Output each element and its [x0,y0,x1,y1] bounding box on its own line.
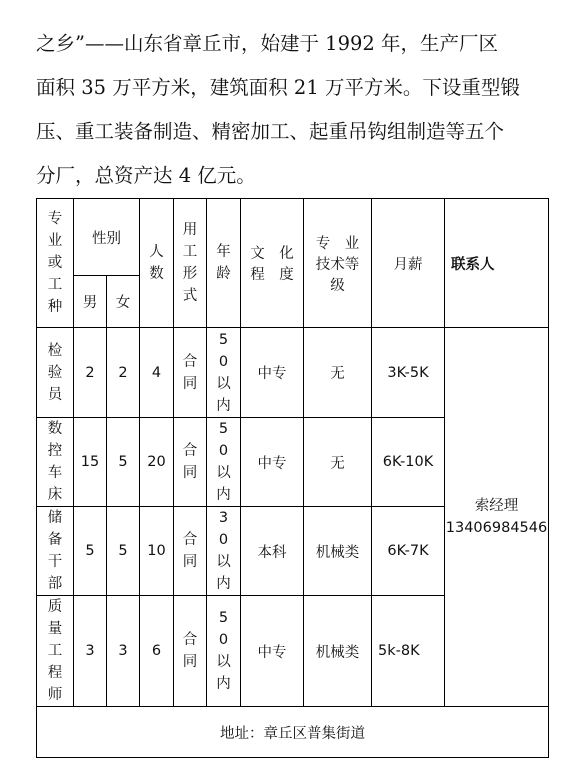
intro-line: 压、重工装备制造、精密加工、起重吊钩组制造等五个 [36,120,505,143]
header-education-line2: 程 度 [250,267,294,283]
cell-age: 50以内 [207,418,241,507]
header-contact: 联系人 [445,199,549,328]
header-education-line1: 文 化 [250,246,294,262]
cell-major: 数控车床 [37,418,74,507]
cell-age: 50以内 [207,328,241,418]
cell-male: 3 [74,596,107,707]
cell-female: 2 [107,328,140,418]
cell-employment: 合同 [174,507,207,596]
cell-count: 10 [140,507,174,596]
header-count: 人数 [140,199,174,328]
header-tech-level [304,199,372,328]
contact-name: 索经理 [474,498,519,514]
header-education [241,199,304,328]
contact-cell [445,328,549,707]
cell-male: 15 [74,418,107,507]
cell-employment: 合同 [174,418,207,507]
cell-employment: 合同 [174,328,207,418]
cell-tech: 无 [304,418,372,507]
intro-line: 面积 35 万平方米，建筑面积 21 万平方米。下设重型锻 [36,76,520,99]
header-major: 专业或工种 [37,199,74,328]
table-row [37,328,549,418]
cell-salary: 5k-8K [372,596,445,707]
cell-tech: 机械类 [304,507,372,596]
header-salary: 月薪 [372,199,445,328]
cell-major: 储备干部 [37,507,74,596]
header-age: 年龄 [207,199,241,328]
cell-employment: 合同 [174,596,207,707]
header-employment: 用工形式 [174,199,207,328]
cell-major: 检验员 [37,328,74,418]
cell-male: 2 [74,328,107,418]
header-gender: 性别 [74,199,140,276]
cell-major: 质量工程师 [37,596,74,707]
intro-line: 之乡”——山东省章丘市，始建于 1992 年，生产厂区 [36,32,498,55]
cell-female: 5 [107,418,140,507]
cell-age: 50以内 [207,596,241,707]
cell-salary: 6K-10K [372,418,445,507]
cell-salary: 3K-5K [372,328,445,418]
cell-tech: 无 [304,328,372,418]
cell-salary: 6K-7K [372,507,445,596]
cell-age: 30以内 [207,507,241,596]
intro-paragraph [36,22,556,198]
cell-male: 5 [74,507,107,596]
address-cell: 地址：章丘区普集街道 [37,707,549,758]
header-male: 男 [74,276,107,328]
header-tech-line3: 级 [330,277,345,294]
header-tech-line2: 技术等 [315,256,360,273]
cell-tech: 机械类 [304,596,372,707]
cell-education: 中专 [241,596,304,707]
intro-line: 分厂，总资产达 4 亿元。 [36,164,256,187]
cell-education: 中专 [241,328,304,418]
cell-female: 5 [107,507,140,596]
recruitment-table [36,198,549,758]
cell-count: 20 [140,418,174,507]
header-female: 女 [107,276,140,328]
cell-education: 中专 [241,418,304,507]
cell-count: 4 [140,328,174,418]
header-tech-line1: 专 业 [315,235,360,252]
cell-education: 本科 [241,507,304,596]
contact-phone: 13406984546 [445,520,548,536]
cell-female: 3 [107,596,140,707]
cell-count: 6 [140,596,174,707]
